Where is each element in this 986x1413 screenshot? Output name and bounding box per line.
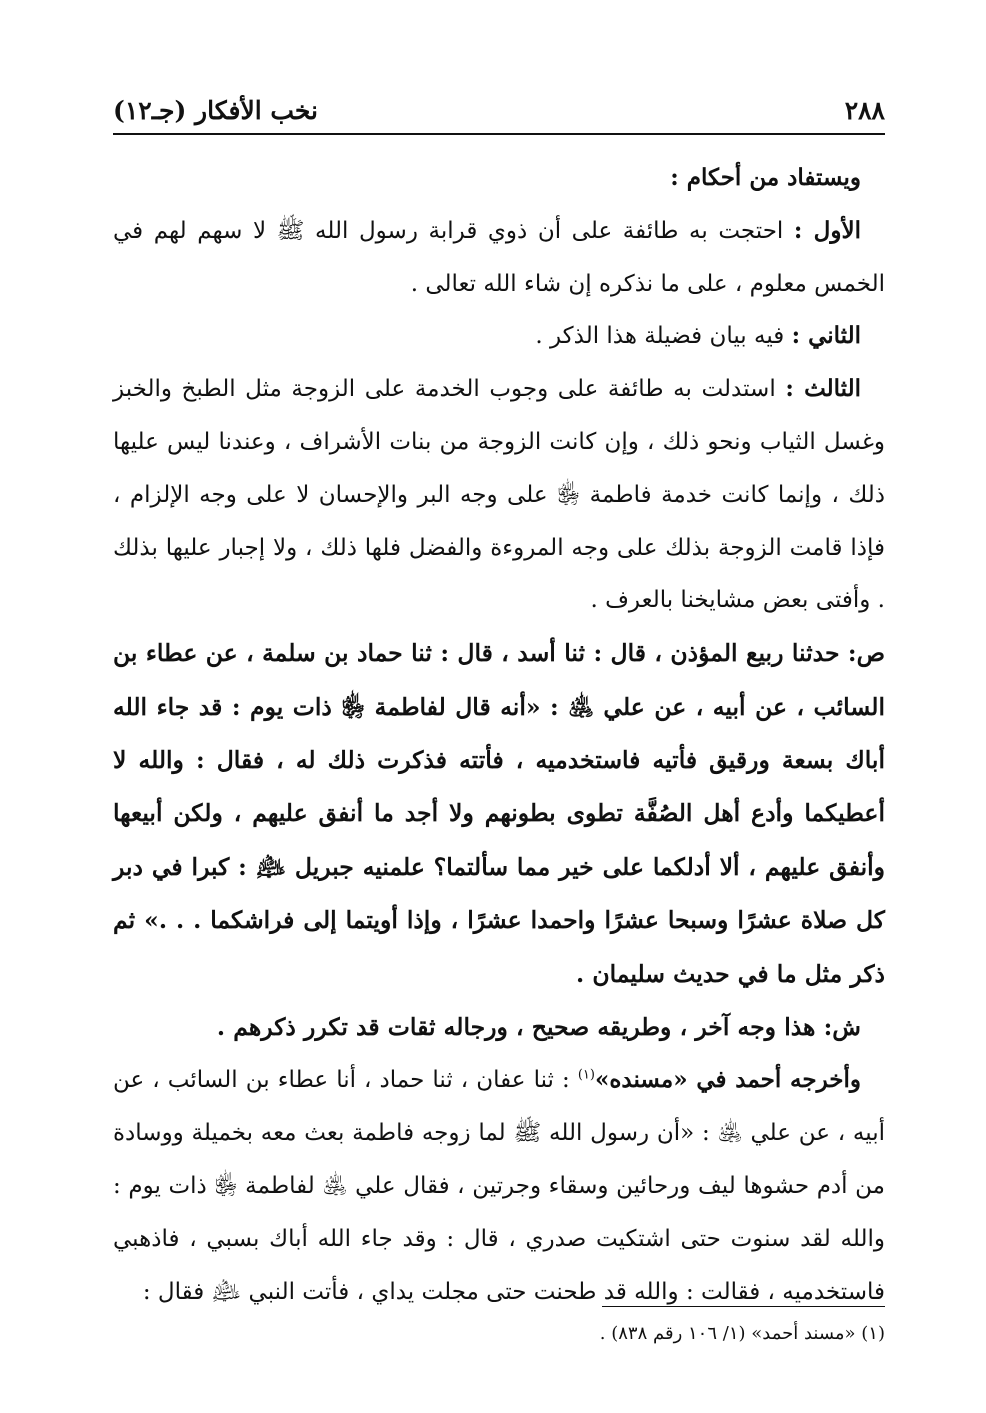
paragraph-third [113, 363, 885, 627]
heading-text: ويستفاد من أحكام : [670, 164, 861, 191]
footnote-text: (١) «مسند أحمد» (١/ ١٠٦ رقم ٨٣٨) . [599, 1323, 885, 1344]
paragraph-text: فيه بيان فضيلة هذا الذكر . [535, 323, 785, 350]
paragraph-label: الأول : [793, 216, 861, 244]
paragraph-label: الثاني : [791, 322, 861, 350]
footnote-reference: (١) [577, 1067, 595, 1083]
paragraph-label: وأخرجه أحمد في «مسنده» [594, 1066, 861, 1094]
paragraph-first [113, 205, 885, 311]
footnote-divider [602, 1306, 885, 1307]
commentary-body: ش: هذا وجه آخر ، وطريقه صحيح ، ورجاله ثقات قد تكرر ذكرهم . [216, 1013, 861, 1042]
paragraph-text: استدلت به طائفة على وجوب الخدمة على الزوجة مثل الطبخ والخبز وغسل الثياب ونحو ذلك ، وإن كانت الزوجة من بنات الأشراف ، وعندنا ليس عليها ذلك ، وإنما كانت خدمة فاطمة ﵂ على وجه البر والإحسان لا على وجه الإلزام ، فإذا قامت الزوجة بذلك على وجه المروءة والفضل فلها ذلك ، ولا إجبار عليها بذلك . وأفتى بعض مشايخنا بالعرف . [113, 376, 885, 614]
paragraph-text: : ثنا عفان ، ثنا حماد ، أنا عطاء بن السائب ، عن أبيه ، عن علي ﵁ : «أن رسول الله ﷺ لما زوجه فاطمة بعث معه بخميلة ووسادة من أدم حشوها ليف ورحائين وسقاء وجرتين ، فقال علي ﵁ لفاطمة ﵂ ذات يوم : والله لقد سنوت حتى اشتكيت صدري ، قال : وقد جاء الله أباك بسبي ، فاذهبي فاستخدميه ، فقالت : والله قد طحنت حتى مجلت يداي ، فأتت النبي ﵇ فقال : [113, 1067, 885, 1305]
header-divider [113, 133, 885, 135]
hadith-body: ص: حدثنا ربيع المؤذن ، قال : ثنا أسد ، قال : ثنا حماد بن سلمة ، عن عطاء بن السائب ، عن أبيه ، عن علي ﵁ : «أنه قال لفاطمة ﵂ ذات يوم : قد جاء الله أباك بسعة ورقيق فأتيه فاستخدميه ، فأتته فذكرت ذلك له ، فقال : والله لا أعطيكما وأدع أهل الصُفَّة تطوى بطونهم ولا أجد ما أنفق عليهم ، ولكن أبيعها وأنفق عليهم ، ألا أدلكما على خير مما سألتما؟ علمنيه جبريل ﵇ : كبرا في دبر كل صلاة عشرًا وسبحا عشرًا واحمدا عشرًا ، وإذا أويتما إلى فراشكما . . .» ثم ذكر مثل ما في حديث سليمان . [113, 639, 885, 988]
footnote [113, 1318, 885, 1350]
paragraph-text: احتجت به طائفة على أن ذوي قرابة رسول الله ﷺ لا سهم لهم في الخمس معلوم ، على ما نذكره إن شاء الله تعالى . [113, 217, 885, 297]
page-header [113, 88, 885, 132]
paragraph-ahmad [113, 1054, 885, 1318]
page-number: ٢٨٨ [844, 95, 885, 125]
section-heading [113, 152, 885, 205]
paragraph-label: الثالث : [785, 375, 862, 403]
paragraph-second [113, 310, 885, 363]
main-text [113, 152, 885, 1318]
book-title: نخب الأفكار (جـ١٢) [113, 95, 319, 125]
commentary [113, 1001, 885, 1054]
hadith-text [113, 627, 885, 1001]
